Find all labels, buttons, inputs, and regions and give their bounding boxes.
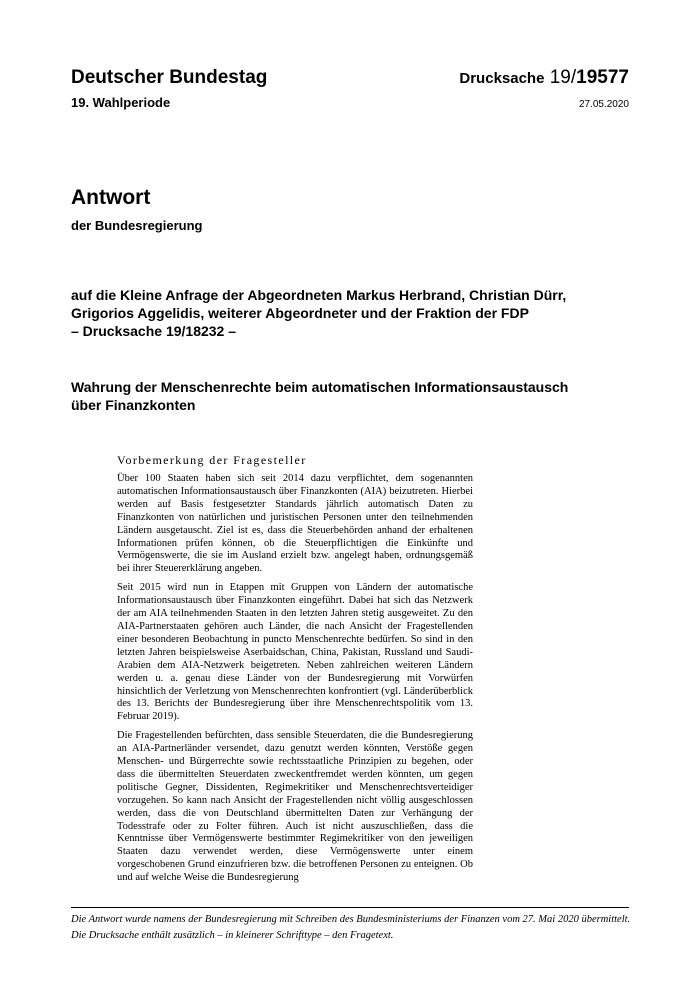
parliament-title: Deutscher Bundestag — [71, 67, 268, 88]
footnotes — [71, 913, 631, 945]
footnote: Die Drucksache enthält zusätzlich – in kleinerer Schrifttype – den Fragetext. — [71, 930, 394, 941]
legislative-period: 19. Wahlperiode — [71, 95, 171, 110]
document-date: 27.05.2020 — [578, 99, 629, 110]
paragraph: Seit 2015 wird nun in Etappen mit Gruppen von Ländern der automatische Informationsaustausch über Finanzkonten eingeführt. Dabei hat sich das Netzwerk der am AIA teilnehmenden Staaten in den letzten Jahren stetig ausgeweitet. Zu den AIA-Partnerstaaten gehören auch Länder, die nach Ansicht der Fragestellenden einer besonderen Beobachtung in puncto Menschenrechte bedürfen. So sind in den letzten Jahren beispielsweise Aserbaidschan, China, Pakistan, Russland und Saudi-Arabien dem AIA-Netzwerk beigetreten. Neben zahlreichen weiteren Ländern werden u. a. genau diese Länder von der Bundesregierung mit Vorwürfen hinsichtlich der Verletzung von Menschenrechten konfrontiert (vgl. Länderüberblick des 13. Berichts der Bundesregierung über ihre Menschenrechtspolitik vom 13. Februar 2019). — [117, 582, 473, 723]
drucksache-prefix: 19/ — [549, 67, 577, 88]
topic-title — [71, 378, 631, 414]
drucksache-number: 19577 — [576, 67, 629, 88]
drucksache-label: Drucksache — [459, 70, 545, 87]
anfrage-line: Grigorios Aggelidis, weiterer Abgeordneter und der Fraktion der FDP — [71, 305, 529, 321]
footnote: Die Antwort wurde namens der Bundesregierung mit Schreiben des Bundesministeriums der Finanzen vom 27. Mai 2020 übermittelt. — [71, 914, 631, 925]
body-text — [117, 473, 473, 891]
document-header-right — [459, 66, 629, 110]
document-header-left — [71, 66, 267, 110]
issuer-line: der Bundesregierung — [71, 218, 203, 233]
paragraph: Die Fragestellenden befürchten, dass sensible Steuerdaten, die die Bundesregierung an AIA-Partnerländer versendet, dazu genutzt werden könnten, Verstöße gegen Menschen- und Bürgerrechte sowie rechtsstaatliche Prinzipien zu begehen, oder dass die übermittelten Steuerdaten zweckentfremdet werden könnten, um gegen politische Gegner, Dissidenten, Regimekritiker und Menschenrechtsverteidiger vorzugehen. So kann nach Ansicht der Fragestellenden nicht völlig ausgeschlossen werden, dass die von Deutschland übermittelten Daten zur Verhängung der Todesstrafe oder zu Folter führen. Auch ist nicht auszuschließen, dass die Kenntnisse über Vermögenswerte bestimmter Regimekritiker von den jeweiligen Staaten dazu verwendet werden, diese Vermögenswerte unter einem vorgeschobenen Grund einzufrieren bzw. die betroffenen Personen zu enteignen. Ob und auf welche Weise die Bundesregierung — [117, 730, 473, 884]
footnote-divider — [71, 907, 629, 908]
anfrage-block — [71, 286, 631, 340]
anfrage-line: auf die Kleine Anfrage der Abgeordneten Markus Herbrand, Christian Dürr, — [71, 287, 567, 303]
anfrage-line: – Drucksache 19/18232 – — [71, 323, 237, 339]
section-heading: Vorbemerkung der Fragesteller — [117, 453, 307, 467]
topic-line: über Finanzkonten — [71, 397, 196, 413]
topic-line: Wahrung der Menschenrechte beim automatischen Informationsaustausch — [71, 379, 569, 395]
drucksache-reference — [459, 66, 629, 91]
paragraph: Über 100 Staaten haben sich seit 2014 dazu verpflichtet, dem sogenannten automatischen Informationsaustausch über Finanzkonten (AIA) beizutreten. Hierbei werden auf Basis festgesetzter Standards jährlich automatisch Daten zu Finanzkonten von natürlichen und juristischen Personen unter den teilnehmenden Ländern ausgetauscht. Ziel ist es, dass die Steuerbehörden anhand der erhaltenen Informationen prüfen können, ob die Steuerpflichtigen die Einkünfte und Vermögenswerte, die sie im Ausland erzielt bzw. angelegt haben, ordnungsgemäß bei ihrer Steuererklärung angeben. — [117, 473, 473, 575]
document-type-heading: Antwort — [71, 186, 151, 209]
